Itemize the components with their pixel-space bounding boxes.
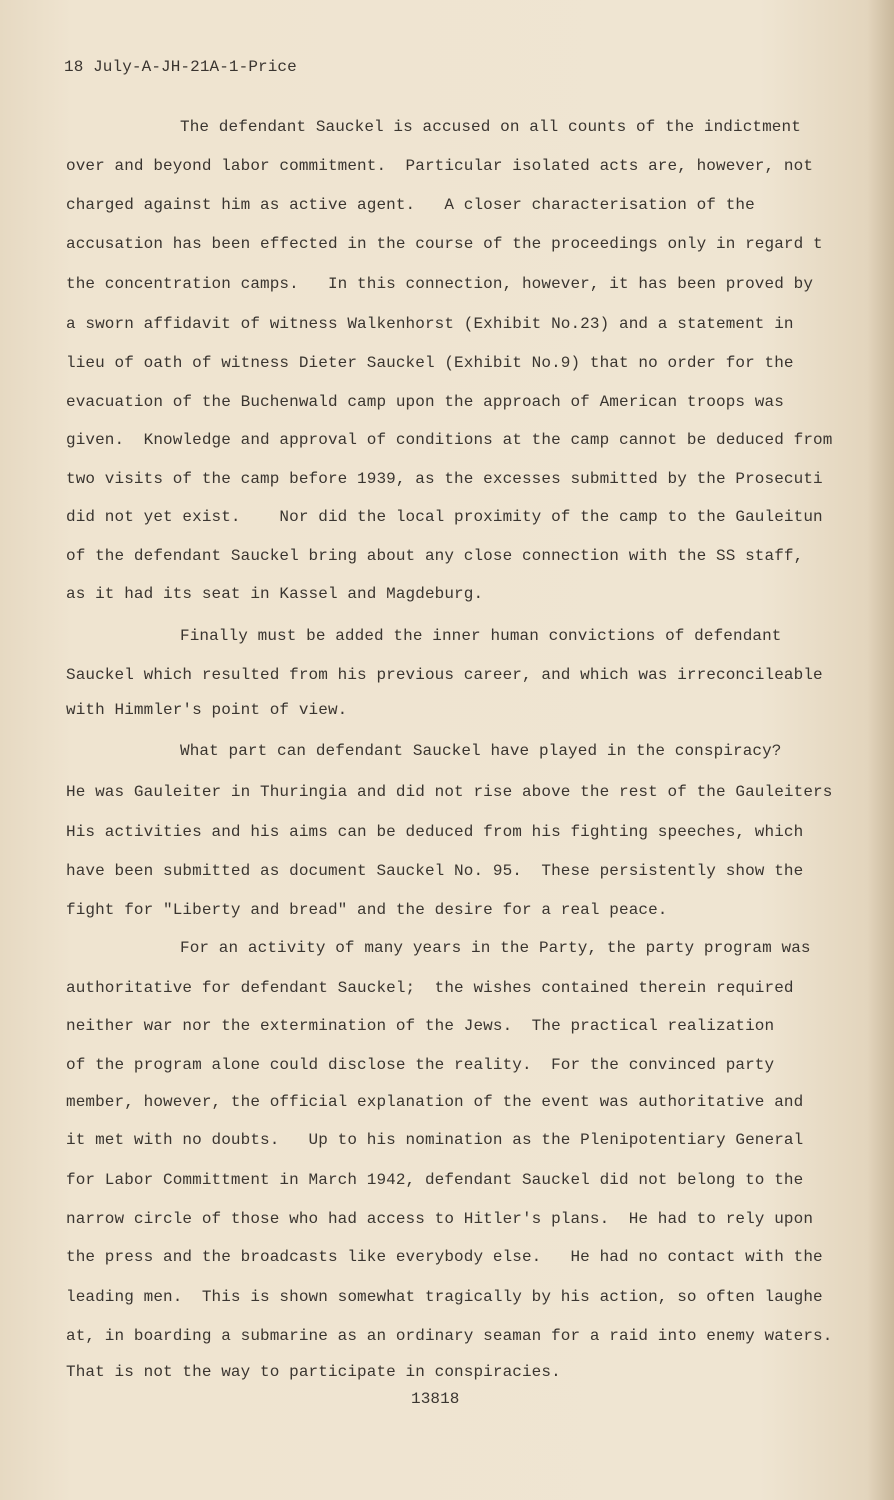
paragraph-line: a sworn affidavit of witness Walkenhorst (Exhibit No.23) and a statement in — [66, 315, 794, 333]
paragraph-line: accusation has been effected in the course of the proceedings only in regard t — [66, 235, 823, 253]
paragraph-line: it met with no doubts. Up to his nomination as the Plenipotentiary General — [66, 1131, 804, 1149]
paragraph-line: evacuation of the Buchenwald camp upon the approach of American troops was — [66, 393, 784, 411]
paragraph-line: His activities and his aims can be deduced from his fighting speeches, which — [66, 823, 804, 841]
paragraph-line: He was Gauleiter in Thuringia and did not rise above the rest of the Gauleiters — [66, 783, 833, 801]
paragraph-first-line: For an activity of many years in the Party, the party program was — [180, 939, 811, 957]
paragraph-line: with Himmler's point of view. — [66, 701, 348, 719]
paragraph-line: member, however, the official explanation of the event was authoritative and — [66, 1093, 804, 1111]
paragraph-line: over and beyond labor commitment. Particular isolated acts are, however, not — [66, 157, 814, 175]
paragraph-first-line: What part can defendant Sauckel have played in the conspiracy? — [180, 742, 782, 760]
paragraph-line: the concentration camps. In this connection, however, it has been proved by — [66, 275, 814, 293]
paragraph-line: the press and the broadcasts like everybody else. He had no contact with the — [66, 1248, 823, 1266]
paragraph-line: fight for "Liberty and bread" and the desire for a real peace. — [66, 901, 668, 919]
paragraph-line: Sauckel which resulted from his previous career, and which was irreconcileable — [66, 666, 823, 684]
paragraph-line: have been submitted as document Sauckel No. 95. These persistently show the — [66, 862, 804, 880]
paragraph-line: charged against him as active agent. A closer characterisation of the — [66, 196, 755, 214]
page-header: 18 July-A-JH-21A-1-Price — [64, 58, 297, 76]
paragraph-first-line: Finally must be added the inner human convictions of defendant — [180, 627, 782, 645]
paragraph-line: as it had its seat in Kassel and Magdeburg. — [66, 585, 484, 603]
paragraph-line: did not yet exist. Nor did the local proximity of the camp to the Gauleitun — [66, 508, 823, 526]
paragraph-line: lieu of oath of witness Dieter Sauckel (Exhibit No.9) that no order for the — [66, 354, 794, 372]
page-number: 13818 — [411, 1390, 460, 1408]
paragraph-line: That is not the way to participate in conspiracies. — [66, 1363, 561, 1381]
paragraph-line: authoritative for defendant Sauckel; the wishes contained therein required — [66, 979, 794, 997]
paragraph-line: at, in boarding a submarine as an ordinary seaman for a raid into enemy waters. — [66, 1327, 833, 1345]
paragraph-line: two visits of the camp before 1939, as the excesses submitted by the Prosecuti — [66, 470, 823, 488]
paragraph-line: given. Knowledge and approval of conditions at the camp cannot be deduced from — [66, 431, 833, 449]
paragraph-line: of the defendant Sauckel bring about any close connection with the SS staff, — [66, 547, 804, 565]
paragraph-first-line: The defendant Sauckel is accused on all counts of the indictment — [180, 118, 801, 136]
paragraph-line: neither war nor the extermination of the Jews. The practical realization — [66, 1017, 775, 1035]
paragraph-line: narrow circle of those who had access to Hitler's plans. He had to rely upon — [66, 1210, 814, 1228]
paragraph-line: for Labor Committment in March 1942, defendant Sauckel did not belong to the — [66, 1171, 804, 1189]
paragraph-line: leading men. This is shown somewhat tragically by his action, so often laughe — [66, 1288, 823, 1306]
paragraph-line: of the program alone could disclose the reality. For the convinced party — [66, 1056, 775, 1074]
